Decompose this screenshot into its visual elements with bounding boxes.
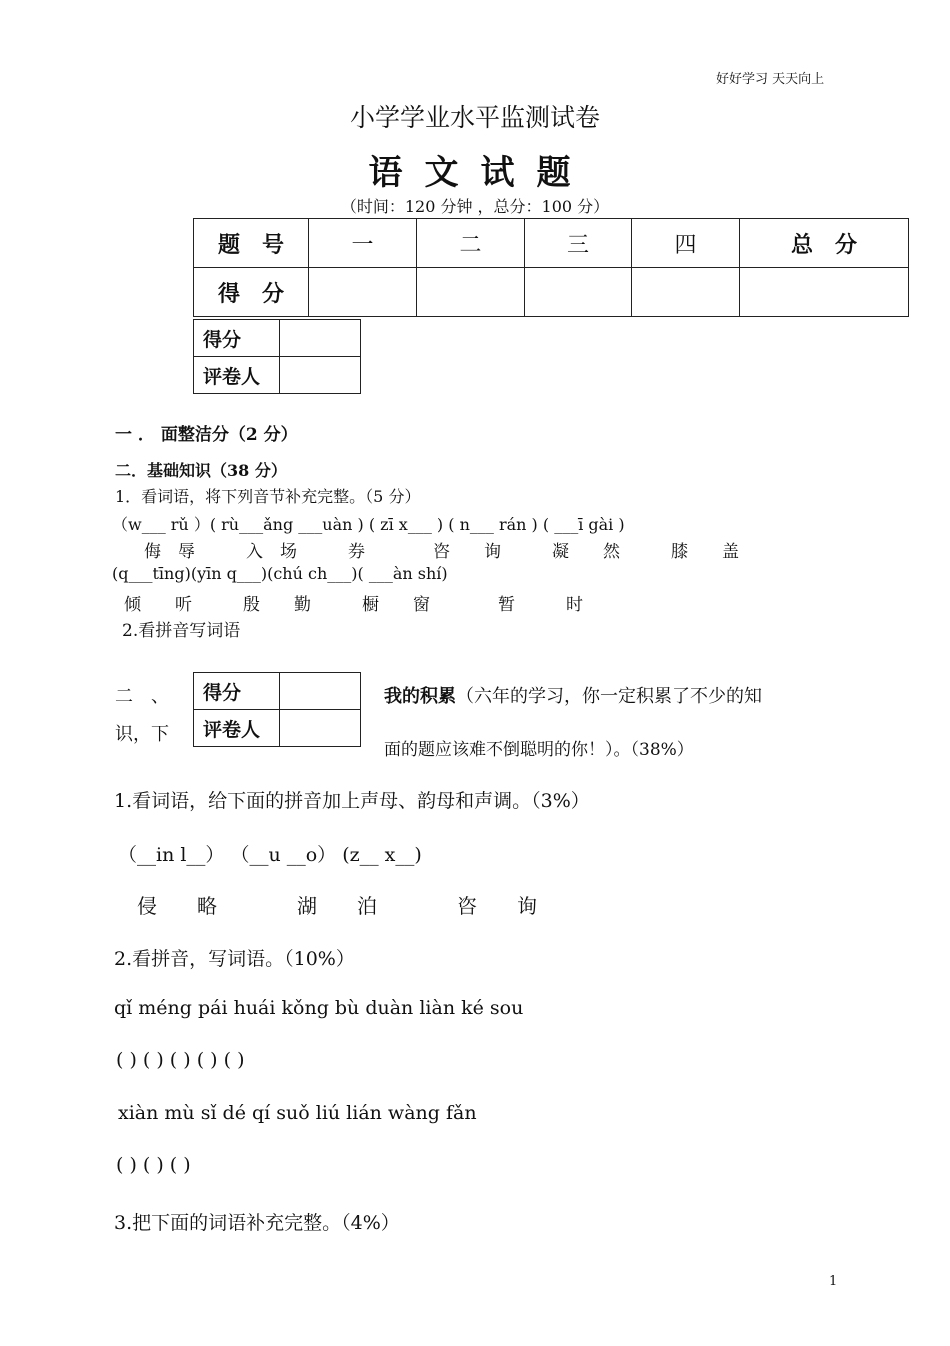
words-row-1: 侮 辱 入 场 券 咨 询 凝 然 膝 盖 (144, 542, 739, 562)
page-number: 1 (829, 1274, 838, 1289)
section2-title: 二．基础知识（38 分） (115, 461, 287, 480)
section3-prefix-1: 二 、 (115, 686, 169, 707)
score-cell[interactable] (740, 268, 909, 317)
section3-q3: 3.把下面的词语补充完整。（4%） (114, 1212, 400, 1234)
score-cell[interactable] (525, 268, 632, 317)
score-cell[interactable] (417, 268, 525, 317)
header-cell: 三 (525, 219, 632, 268)
s3-blanks-row-2[interactable]: ( ) ( ) ( ) (116, 1154, 191, 1176)
header-cell: 四 (632, 219, 740, 268)
section3-heading-rest: （六年的学习，你一定积累了不少的知 (456, 686, 762, 707)
section3-heading-line2: 面的题应该难不倒聪明的你！）。（38%） (384, 740, 694, 760)
score-table (193, 218, 909, 317)
section3-heading (384, 682, 762, 708)
pinyin-row-1: （w___ rǔ ）( rù___ǎng ___uàn ) ( zī x___ ) ( n___ rán ) ( ___ī gài ) (112, 515, 625, 534)
grader-box-2 (193, 672, 361, 747)
score-row-label: 得 分 (194, 268, 309, 317)
section2-q1: 1．看词语，将下列音节补充完整。（5 分） (115, 487, 421, 506)
s3-words-row: 侵 略 湖 泊 咨 询 (137, 894, 537, 918)
header-note: 好好学习 天天向上 (716, 72, 825, 87)
section2-q2: 2.看拼音写词语 (122, 621, 241, 641)
section3-q1: 1.看词语，给下面的拼音加上声母、韵母和声调。（3%） (114, 790, 590, 812)
header-cell: 一 (309, 219, 417, 268)
section3-prefix-2: 识，下 (115, 724, 169, 745)
s3-blanks-row-1[interactable]: ( ) ( ) ( ) ( ) ( ) (116, 1049, 245, 1071)
s3-pinyin-row-2: xiàn mù sǐ dé qí suǒ liú lián wàng fǎn (118, 1102, 477, 1124)
score-table-header-row (194, 219, 909, 268)
s3-pinyin-row-1: qǐ méng pái huái kǒng bù duàn liàn ké sou (114, 997, 524, 1019)
subject-title: 语文试题 (368, 153, 593, 193)
grader-score-label: 得分 (194, 320, 280, 357)
section3-heading-bold: 我的积累 (384, 686, 456, 707)
header-cell: 总 分 (740, 219, 909, 268)
s3-pinyin-row: （__in l__） （__u __o） (z__ x__) (118, 844, 422, 866)
header-cell: 题 号 (194, 219, 309, 268)
grader-score-label: 得分 (194, 673, 280, 710)
score-table-score-row (194, 268, 909, 317)
exam-title: 小学学业水平监测试卷 (349, 103, 600, 132)
exam-info: （时间：120 分钟 ，总分：100 分） (340, 197, 610, 216)
score-cell[interactable] (632, 268, 740, 317)
grader-name-cell[interactable] (280, 710, 361, 747)
words-row-2: 倾 听 殷 勤 橱 窗 暂 时 (124, 595, 583, 615)
section1-title: 一 ． 面整洁分（2 分） (115, 425, 298, 445)
score-cell[interactable] (309, 268, 417, 317)
pinyin-row-2: (q___tīng)(yīn q___)(chú ch___)( ___àn shí) (112, 564, 448, 583)
grader-name-cell[interactable] (280, 357, 361, 394)
grader-name-label: 评卷人 (194, 710, 280, 747)
header-cell: 二 (417, 219, 525, 268)
section3-q2: 2.看拼音，写词语。（10%） (114, 948, 355, 970)
grader-box-1 (193, 319, 361, 394)
grader-name-label: 评卷人 (194, 357, 280, 394)
grader-score-cell[interactable] (280, 673, 361, 710)
grader-score-cell[interactable] (280, 320, 361, 357)
